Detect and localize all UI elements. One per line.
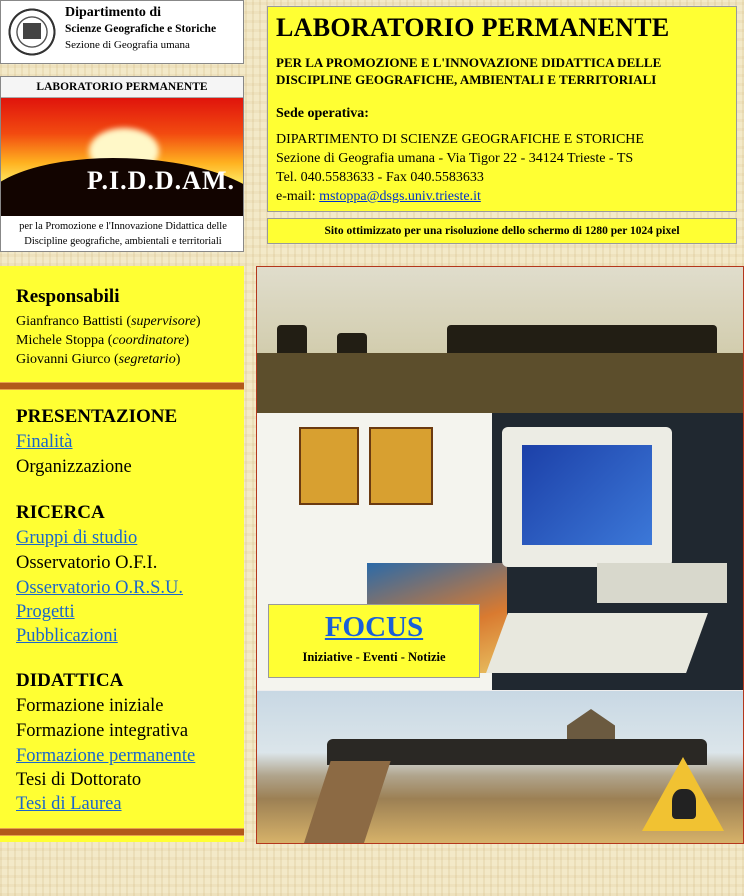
nav-organizzazione: Organizzazione <box>16 457 132 477</box>
person-name: Michele Stoppa ( <box>16 333 113 348</box>
section-presentazione: PRESENTAZIONE <box>16 406 178 427</box>
logo-subtitle <box>5 219 241 249</box>
nav-finalita[interactable]: Finalità <box>16 432 73 452</box>
subtitle-line1: PER LA PROMOZIONE E L'INNOVAZIONE DIDATTICA DELLE <box>276 55 662 70</box>
nav-pubblicazioni[interactable]: Pubblicazioni <box>16 626 118 646</box>
logo-header: LABORATORIO PERMANENTE <box>1 77 243 98</box>
page-title: LABORATORIO PERMANENTE <box>276 13 670 42</box>
contact-info <box>276 130 644 206</box>
focus-box <box>268 604 480 678</box>
dept-name: Scienze Geografiche e Storiche <box>65 23 217 35</box>
university-seal-icon <box>7 7 57 57</box>
nav-progetti[interactable]: Progetti <box>16 602 75 622</box>
logo-acronym: P.I.D.D.AM. <box>87 166 235 195</box>
logo-subtitle-line2: Discipline geografiche, ambientali e territoriali <box>24 236 222 247</box>
left-sidebar <box>0 266 244 842</box>
separator <box>0 828 244 836</box>
paren: ) <box>184 333 190 348</box>
paren: ) <box>195 314 201 329</box>
subtitle-line2: DISCIPLINE GEOGRAFICHE, AMBIENTALI E TERRITORIALI <box>276 72 657 87</box>
silhouette-crowd-photo <box>257 267 743 412</box>
email-link[interactable]: mstoppa@dsgs.univ.trieste.it <box>319 189 481 204</box>
nav-formazione-permanente[interactable]: Formazione permanente <box>16 746 196 766</box>
dept-section: Sezione di Geografia umana <box>65 39 190 51</box>
nav-gruppi-di-studio[interactable]: Gruppi di studio <box>16 528 138 548</box>
sede-label: Sede operativa: <box>276 106 369 121</box>
nav-osservatorio-ofi: Osservatorio O.F.I. <box>16 553 158 573</box>
nav-osservatorio-orsu[interactable]: Osservatorio O.R.S.U. <box>16 578 184 598</box>
responsabili-heading: Responsabili <box>16 286 120 307</box>
nav-formazione-iniziale: Formazione iniziale <box>16 696 164 716</box>
person-name: Giovanni Giurco ( <box>16 352 119 367</box>
nav-tesi-dottorato: Tesi di Dottorato <box>16 770 142 790</box>
separator <box>0 382 244 390</box>
section-didattica: DIDATTICA <box>16 670 124 691</box>
person-name: Gianfranco Battisti ( <box>16 314 132 329</box>
resolution-note: Sito ottimizzato per una risoluzione dello schermo di 1280 per 1024 pixel <box>267 218 737 244</box>
logo-subtitle-line1: per la Promozione e l'Innovazione Didattica delle <box>19 221 227 232</box>
person-role: supervisore <box>131 314 196 329</box>
person-role: coordinatore <box>112 333 185 348</box>
dept-title: Dipartimento di <box>65 5 162 20</box>
address-line2: Sezione di Geografia umana - Via Tigor 22 - 34124 Trieste - TS <box>276 151 634 166</box>
department-header <box>0 0 244 64</box>
piddam-logo <box>0 76 244 252</box>
lab-header-box <box>267 6 737 212</box>
email-label: e-mail: <box>276 189 320 204</box>
person-role: segretario <box>118 352 176 367</box>
address-line1: DIPARTIMENTO DI SCIENZE GEOGRAFICHE E STORICHE <box>276 132 644 147</box>
page-subtitle <box>276 54 661 88</box>
focus-subtitle: Iniziative - Eventi - Notizie <box>302 650 446 664</box>
nav-formazione-integrativa: Formazione integrativa <box>16 721 189 741</box>
wetland-group-photo <box>257 691 743 844</box>
focus-link[interactable]: FOCUS <box>324 611 424 643</box>
paren: ) <box>175 352 181 367</box>
phone-fax: Tel. 040.5583633 - Fax 040.5583633 <box>276 170 484 185</box>
section-ricerca: RICERCA <box>16 502 105 523</box>
nav-tesi-laurea[interactable]: Tesi di Laurea <box>16 794 122 814</box>
responsabili-list <box>16 312 201 369</box>
sunset-logo-image <box>1 98 243 216</box>
photo-collage <box>256 266 744 844</box>
under-construction-icon <box>642 757 724 831</box>
